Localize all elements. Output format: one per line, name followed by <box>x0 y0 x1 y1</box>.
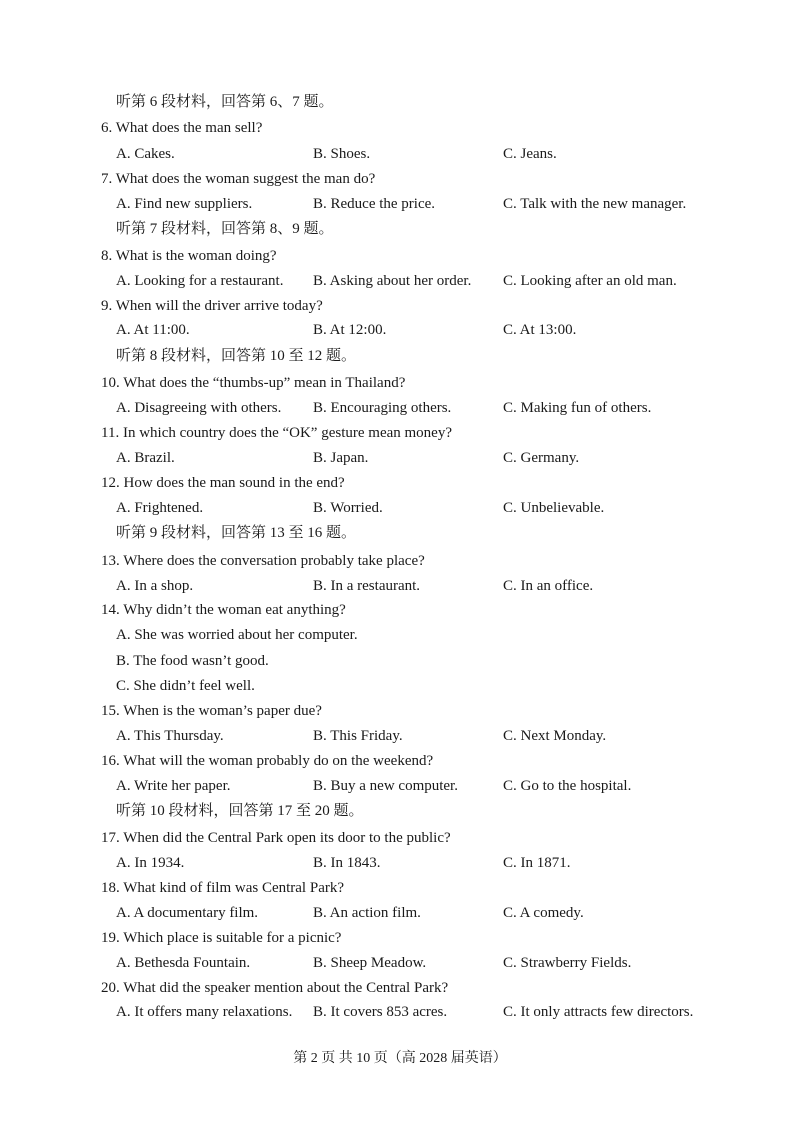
question-13: 13. Where does the conversation probably take place? <box>101 553 425 569</box>
option-b: B. Sheep Meadow. <box>313 955 427 971</box>
option-a: A. Brazil. <box>116 450 175 466</box>
option-a: A. Bethesda Fountain. <box>116 955 251 971</box>
option-b: B. Reduce the price. <box>313 196 436 212</box>
option-c: C. Making fun of others. <box>503 400 652 416</box>
question-7: 7. What does the woman suggest the man do? <box>101 171 376 187</box>
option-c: C. She didn’t feel well. <box>116 678 255 694</box>
option-b: B. Japan. <box>313 450 369 466</box>
option-b: B. At 12:00. <box>313 322 387 338</box>
option-b: B. Worried. <box>313 500 383 516</box>
option-a: A. Cakes. <box>116 146 175 162</box>
option-a: A. Looking for a restaurant. <box>116 273 284 289</box>
option-c: C. Looking after an old man. <box>503 273 677 289</box>
option-c: C. Talk with the new manager. <box>503 196 687 212</box>
option-a: A. Find new suppliers. <box>116 196 253 212</box>
question-17: 17. When did the Central Park open its door to the public? <box>101 830 451 846</box>
option-b: B. Encouraging others. <box>313 400 452 416</box>
section-header: 听第 9 段材料，回答第 13 至 16 题。 <box>116 525 357 541</box>
question-10: 10. What does the “thumbs-up” mean in Thailand? <box>101 375 406 391</box>
option-b: B. Buy a new computer. <box>313 778 458 794</box>
question-8: 8. What is the woman doing? <box>101 248 277 264</box>
section-header: 听第 6 段材料，回答第 6、7 题。 <box>116 94 334 110</box>
option-c: C. At 13:00. <box>503 322 577 338</box>
question-20: 20. What did the speaker mention about the Central Park? <box>101 980 449 996</box>
option-a: A. In 1934. <box>116 855 185 871</box>
option-a: A. At 11:00. <box>116 322 190 338</box>
question-9: 9. When will the driver arrive today? <box>101 298 323 314</box>
option-a: A. Disagreeing with others. <box>116 400 282 416</box>
section-header: 听第 8 段材料，回答第 10 至 12 题。 <box>116 348 357 364</box>
option-a: A. In a shop. <box>116 578 194 594</box>
option-a: A. A documentary film. <box>116 905 259 921</box>
question-15: 15. When is the woman’s paper due? <box>101 703 322 719</box>
option-c: C. Germany. <box>503 450 580 466</box>
option-a: A. This Thursday. <box>116 728 224 744</box>
option-a: A. Frightened. <box>116 500 204 516</box>
option-c: C. A comedy. <box>503 905 584 921</box>
option-b: B. In 1843. <box>313 855 381 871</box>
option-c: C. Next Monday. <box>503 728 607 744</box>
question-19: 19. Which place is suitable for a picnic? <box>101 930 342 946</box>
page-footer: 第 2 页 共 10 页（高 2028 届英语） <box>293 1051 507 1066</box>
section-header: 听第 7 段材料，回答第 8、9 题。 <box>116 221 334 237</box>
section-header: 听第 10 段材料，回答第 17 至 20 题。 <box>116 803 364 819</box>
option-b: B. It covers 853 acres. <box>313 1004 448 1020</box>
option-a: A. She was worried about her computer. <box>116 627 358 643</box>
option-a: A. Write her paper. <box>116 778 231 794</box>
option-c: C. Unbelievable. <box>503 500 605 516</box>
option-c: C. In an office. <box>503 578 594 594</box>
question-16: 16. What will the woman probably do on the weekend? <box>101 753 434 769</box>
option-b: B. This Friday. <box>313 728 403 744</box>
option-b: B. Shoes. <box>313 146 371 162</box>
option-b: B. An action film. <box>313 905 421 921</box>
question-11: 11. In which country does the “OK” gesture mean money? <box>101 425 452 441</box>
question-18: 18. What kind of film was Central Park? <box>101 880 345 896</box>
option-b: B. The food wasn’t good. <box>116 653 269 669</box>
option-a: A. It offers many relaxations. <box>116 1004 293 1020</box>
question-12: 12. How does the man sound in the end? <box>101 475 345 491</box>
option-b: B. In a restaurant. <box>313 578 421 594</box>
option-b: B. Asking about her order. <box>313 273 472 289</box>
option-c: C. It only attracts few directors. <box>503 1004 694 1020</box>
question-14: 14. Why didn’t the woman eat anything? <box>101 602 346 618</box>
question-6: 6. What does the man sell? <box>101 120 263 136</box>
option-c: C. In 1871. <box>503 855 571 871</box>
option-c: C. Jeans. <box>503 146 557 162</box>
option-c: C. Strawberry Fields. <box>503 955 632 971</box>
option-c: C. Go to the hospital. <box>503 778 632 794</box>
